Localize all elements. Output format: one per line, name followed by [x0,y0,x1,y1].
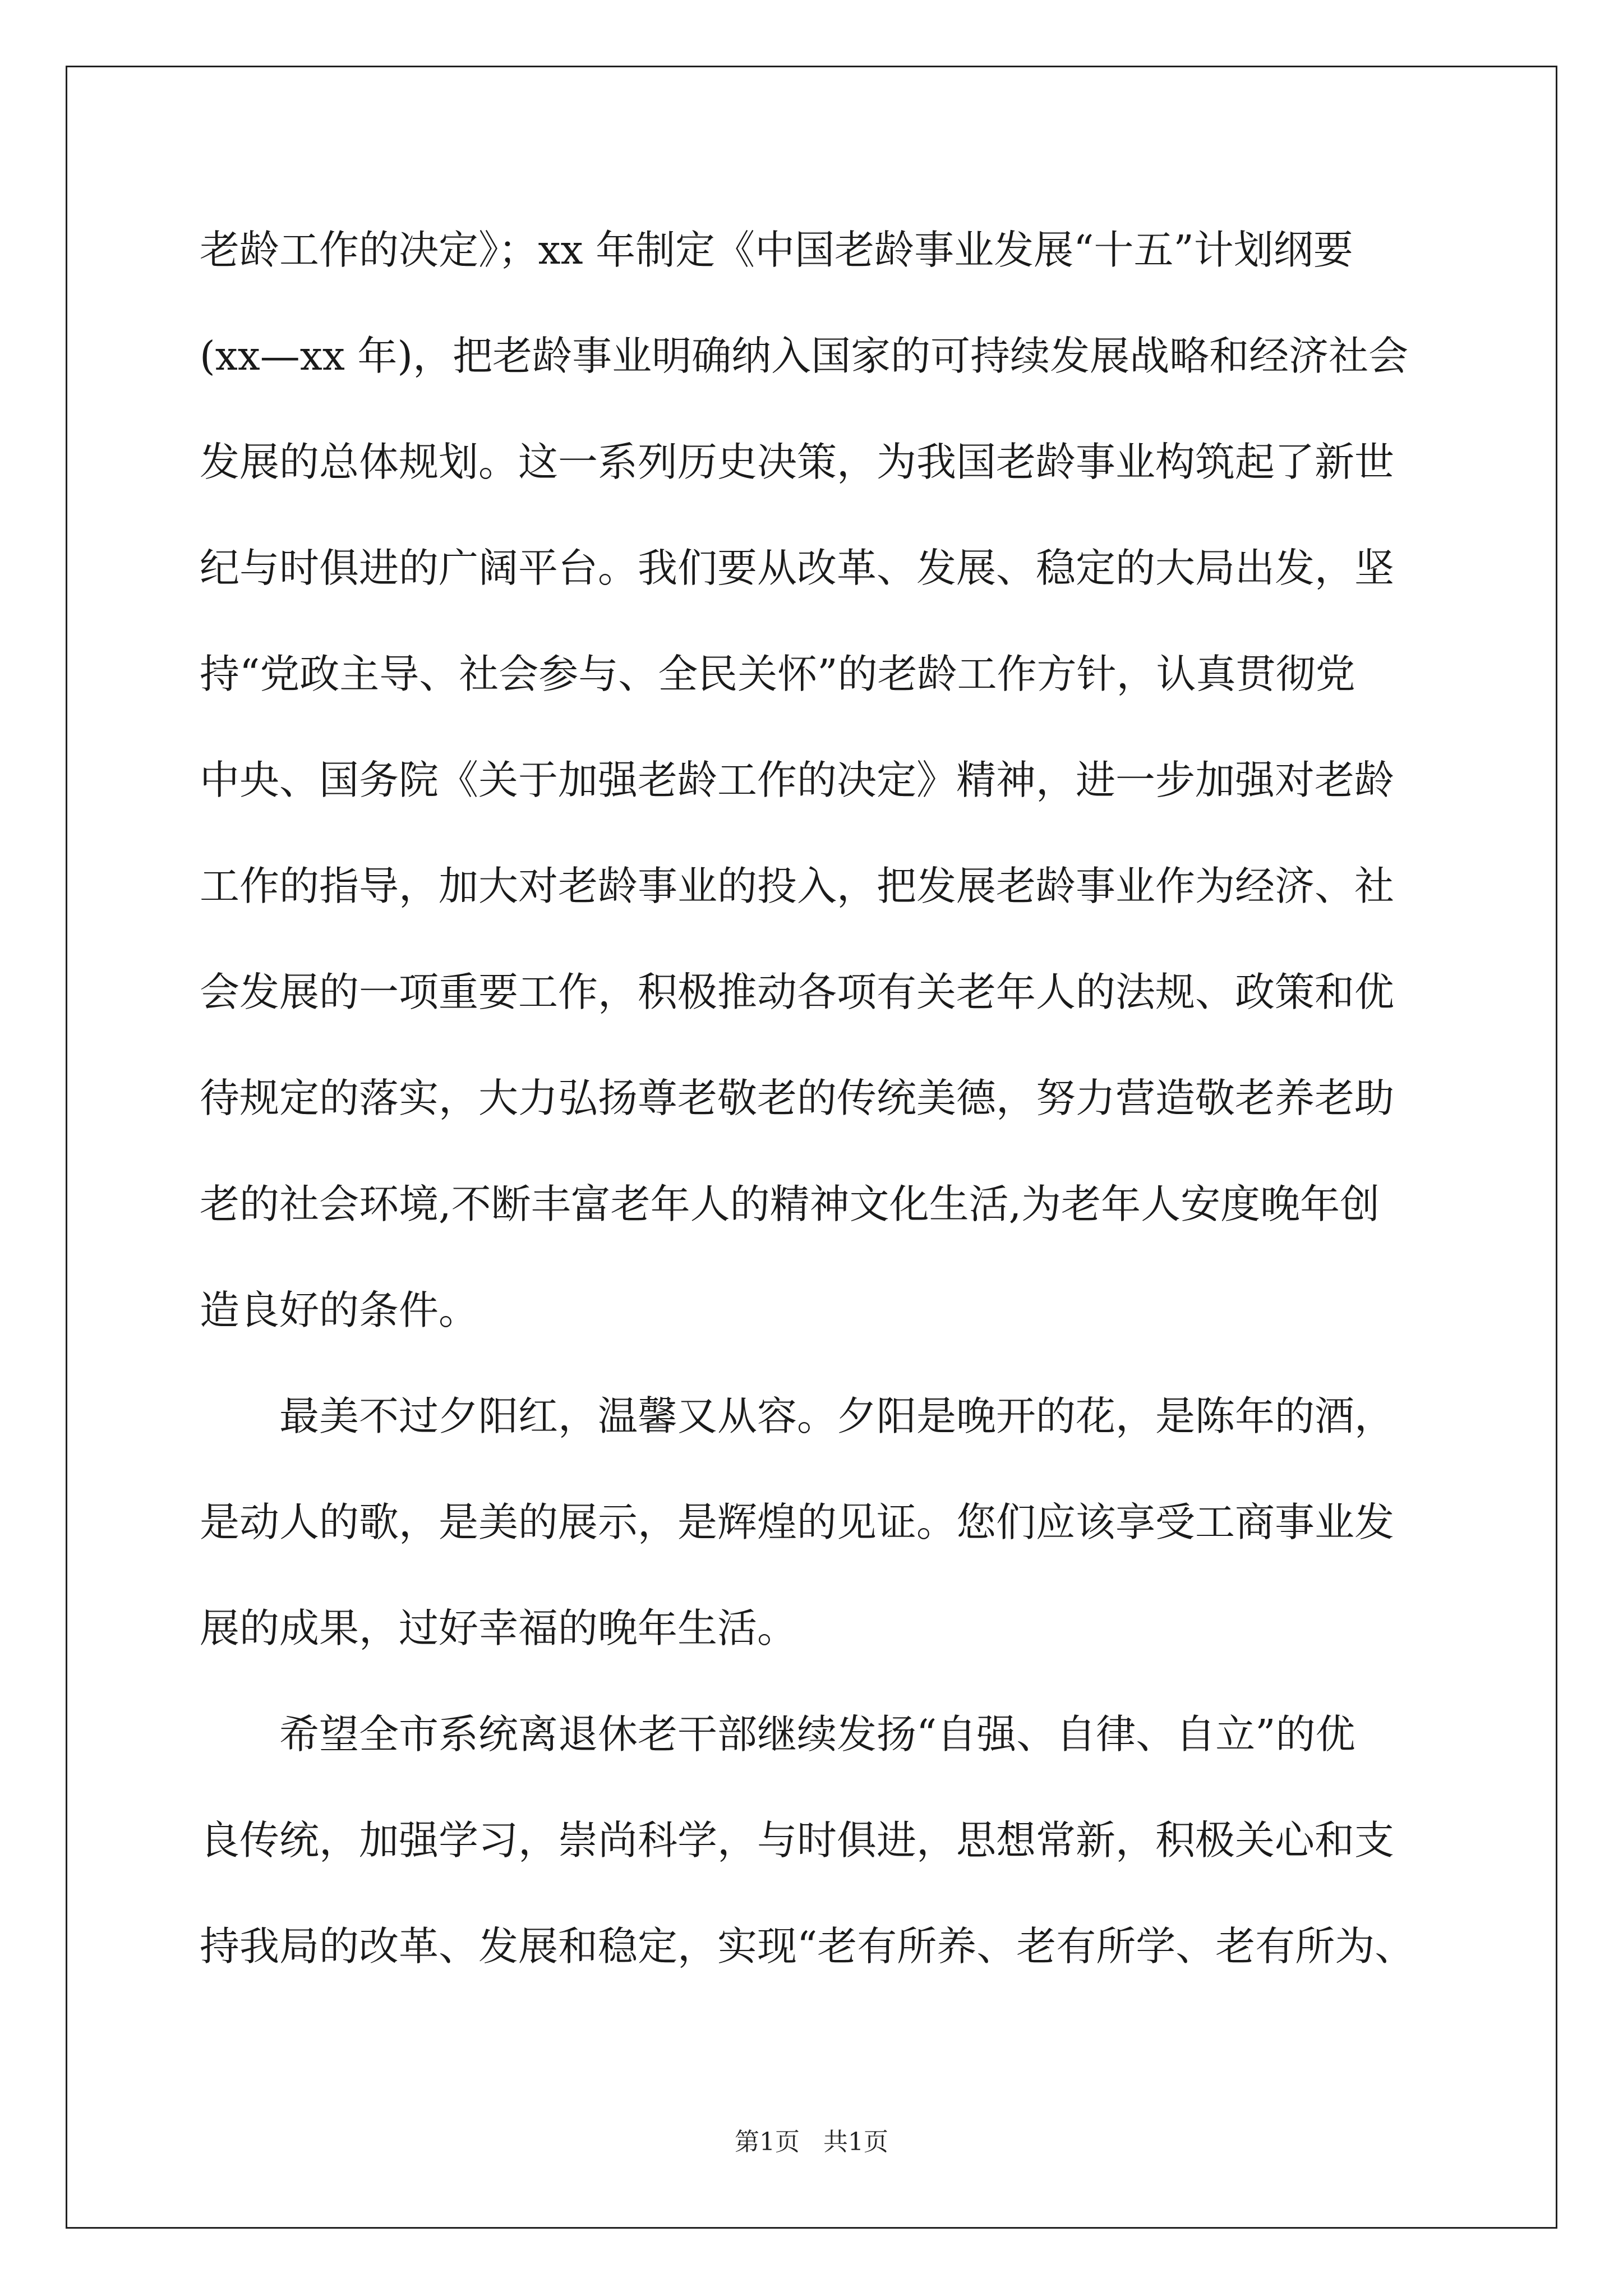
text-line: 持“党政主导、社会参与、全民关怀”的老龄工作方针，认真贯彻党 [200,651,1355,697]
text-line: 老龄工作的决定》；xx 年制定《中国老龄事业发展“十五”计划纲要 [200,227,1353,273]
text-line: 造良好的条件。 [200,1287,479,1333]
text-line: 工作的指导，加大对老龄事业的投入，把发展老龄事业作为经济、社 [200,863,1395,909]
text-line: 良传统，加强学习，崇尚科学，与时俱进，思想常新，积极关心和支 [200,1817,1395,1864]
paragraph-first-line: 最美不过夕阳红，温馨又从容。夕阳是晚开的花，是陈年的酒， [279,1393,1395,1439]
text-line: 纪与时俱进的广阔平台。我们要从改革、发展、稳定的大局出发，坚 [200,545,1395,591]
paragraph-first-line: 希望全市系统离退休老干部继续发扬“自强、自律、自立”的优 [279,1711,1355,1757]
text-line: 发展的总体规划。这一系列历史决策，为我国老龄事业构筑起了新世 [200,439,1395,485]
text-line: 展的成果，过好幸福的晚年生活。 [200,1605,797,1651]
text-line: 待规定的落实，大力弘扬尊老敬老的传统美德，努力营造敬老养老助 [200,1075,1395,1121]
page-footer: 第1页 共1页 [735,2128,888,2156]
text-line: 会发展的一项重要工作，积极推动各项有关老年人的法规、政策和优 [200,969,1395,1015]
text-line: 中央、国务院《关于加强老龄工作的决定》精神，进一步加强对老龄 [200,757,1395,803]
text-line: (xx—xx 年)，把老龄事业明确纳入国家的可持续发展战略和经济社会 [200,333,1409,379]
text-line: 持我局的改革、发展和稳定，实现“老有所养、老有所学、老有所为、 [200,1923,1415,1970]
text-line: 是动人的歌，是美的展示，是辉煌的见证。您们应该享受工商事业发 [200,1499,1395,1545]
document-body [200,216,1428,2018]
text-line: 老的社会环境,不断丰富老年人的精神文化生活,为老年人安度晚年创 [200,1181,1380,1227]
